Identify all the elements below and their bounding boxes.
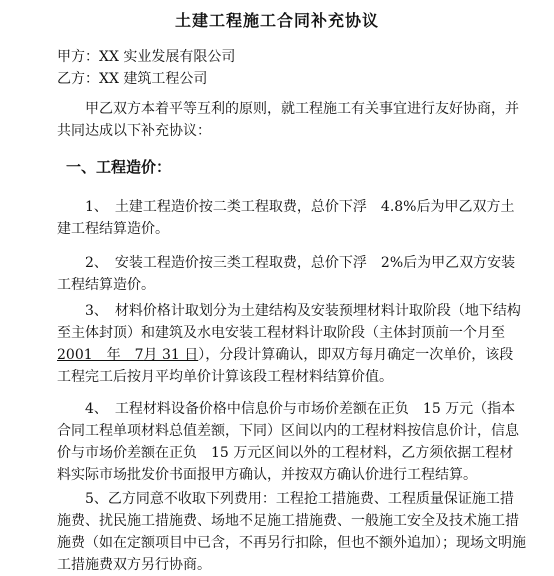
clause-5: 5、乙方同意不收取下列费用：工程抢工措施费、工程质量保证施工措施费、扰民施工措施费、场地不足施工措施费、一般施工安全及技术施工措施费（如在定额项目中已含，不再另行扣除，但也不额外追加）；现场文明施工措施费双方另行协商。	[57, 491, 526, 573]
clause-3-text-b: ），分段计算确认，即双方每月确定一次单价，该段工程完工后按月平均单价计算该段工程材料结算价值。	[57, 347, 514, 385]
section-heading-cost: 一、工程造价：	[66, 158, 172, 176]
clause-3-date-day: 月 31 日	[143, 347, 199, 363]
party-b: 乙方：XX 建筑工程公司	[57, 71, 208, 87]
party-a: 甲方：XX 实业发展有限公司	[57, 49, 236, 65]
clause-1: 1、 土建工程造价按二类工程取费，总价下浮 4.8%后为甲乙双方土建工程结算造价。	[57, 199, 515, 237]
clause-3	[57, 300, 527, 388]
document-title: 土建工程施工合同补充协议	[174, 11, 379, 30]
intro-paragraph: 甲乙双方本着平等互利的原则，就工程施工有关事宜进行友好协商，并共同达成以下补充协议：	[57, 101, 519, 139]
clause-3-date-year: 2001 年 7	[57, 347, 144, 363]
clause-3-text-a: 3、 材料价格计取划分为土建结构及安装预埋材料计取阶段（地下结构至主体封顶）和建筑及水电安装工程材料计取阶段（主体封顶前一个月至	[57, 303, 521, 341]
clause-2: 2、 安装工程造价按三类工程取费，总价下浮 2%后为甲乙双方安装工程结算造价。	[57, 255, 516, 293]
clause-4: 4、 工程材料设备价格中信息价与市场价差额在正负 15 万元（指本合同工程单项材料总值差额，下同）区间以内的工程材料按信息价计，信息价与市场价差额在正负 15 万元区间以外的工程材料，乙方须依据工程材料实际市场批发价书面报甲方确认，并按双方确认价进行工程结算。	[57, 401, 519, 483]
